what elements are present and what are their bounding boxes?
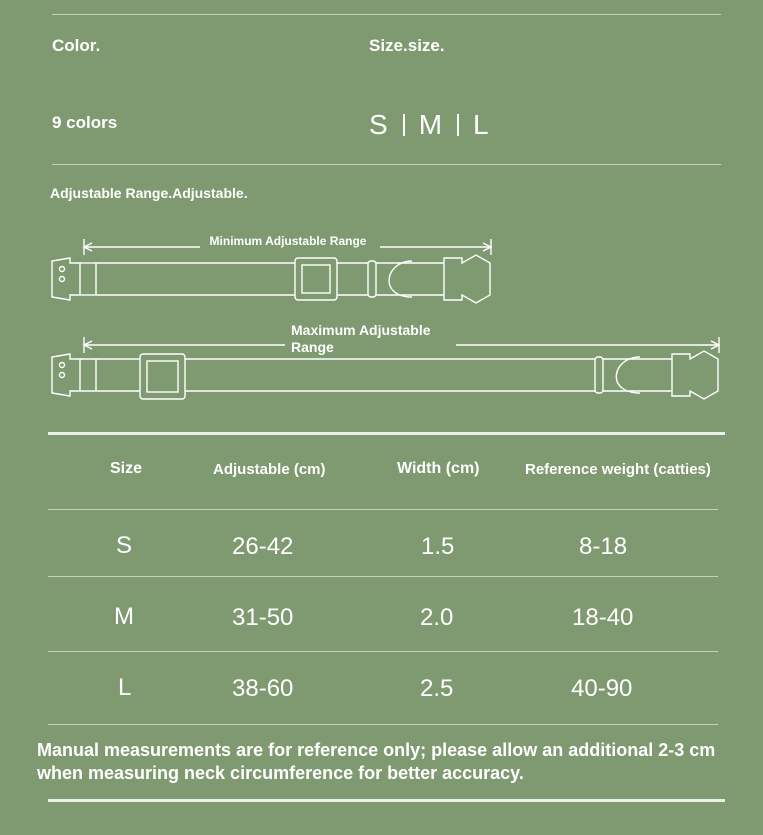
table-header-size: Size — [110, 460, 143, 477]
size-separator — [403, 114, 405, 136]
table-header-width: Width (cm) — [397, 460, 480, 477]
max-d-ring-bar — [595, 357, 603, 393]
max-d-ring — [616, 357, 640, 393]
table-cell-size: L — [118, 674, 132, 701]
collar-diagram — [0, 225, 763, 405]
color-count: 9 colors — [52, 113, 118, 132]
table-cell-adjustable: 31-50 — [232, 604, 294, 631]
header-divider — [52, 164, 721, 165]
table-cell-size: M — [114, 603, 134, 630]
min-d-ring-bar — [368, 261, 376, 297]
table-cell-weight: 18-40 — [572, 604, 634, 631]
bottom-rule — [48, 799, 725, 802]
table-header-weight: Reference weight (catties) — [525, 461, 711, 478]
measurement-note-line2: when measuring neck circumference for better accuracy. — [37, 763, 524, 783]
table-cell-size: S — [116, 532, 133, 559]
max-collar-illustration — [52, 337, 719, 399]
table-cell-width: 2.0 — [420, 604, 454, 631]
table-divider — [48, 651, 718, 652]
min-left-buckle — [52, 258, 80, 300]
table-divider — [48, 576, 718, 577]
table-cell-weight: 40-90 — [571, 675, 633, 702]
size-options — [369, 109, 490, 141]
size-option-l: L — [473, 109, 490, 140]
min-range-label: Minimum Adjustable Range — [209, 234, 367, 248]
max-range-label-line2: Range — [291, 339, 334, 355]
max-left-buckle — [52, 354, 80, 396]
size-label: Size.size. — [369, 36, 445, 55]
table-top-rule — [48, 432, 725, 435]
max-right-buckle — [672, 351, 718, 399]
size-option-m: M — [418, 109, 444, 140]
min-collar-illustration — [52, 239, 491, 303]
table-cell-adjustable: 26-42 — [232, 533, 294, 560]
max-range-label-line1: Maximum Adjustable — [291, 322, 431, 338]
size-separator — [457, 114, 459, 136]
size-option-s: S — [369, 109, 389, 140]
measurement-note — [37, 739, 752, 785]
color-label: Color. — [52, 36, 101, 55]
table-cell-width: 1.5 — [421, 533, 455, 560]
table-cell-width: 2.5 — [420, 675, 454, 702]
table-divider — [48, 509, 718, 510]
measurement-note-line1: Manual measurements are for reference only; please allow an additional 2-3 cm — [37, 740, 716, 760]
table-divider — [48, 724, 718, 725]
table-cell-weight: 8-18 — [579, 533, 628, 560]
table-cell-adjustable: 38-60 — [232, 675, 294, 702]
top-divider — [52, 14, 721, 15]
table-header-adjustable: Adjustable (cm) — [213, 461, 326, 478]
min-d-ring — [389, 261, 412, 297]
adjustable-title: Adjustable Range.Adjustable. — [50, 185, 248, 201]
min-slider — [295, 258, 337, 300]
min-right-buckle — [444, 255, 490, 303]
